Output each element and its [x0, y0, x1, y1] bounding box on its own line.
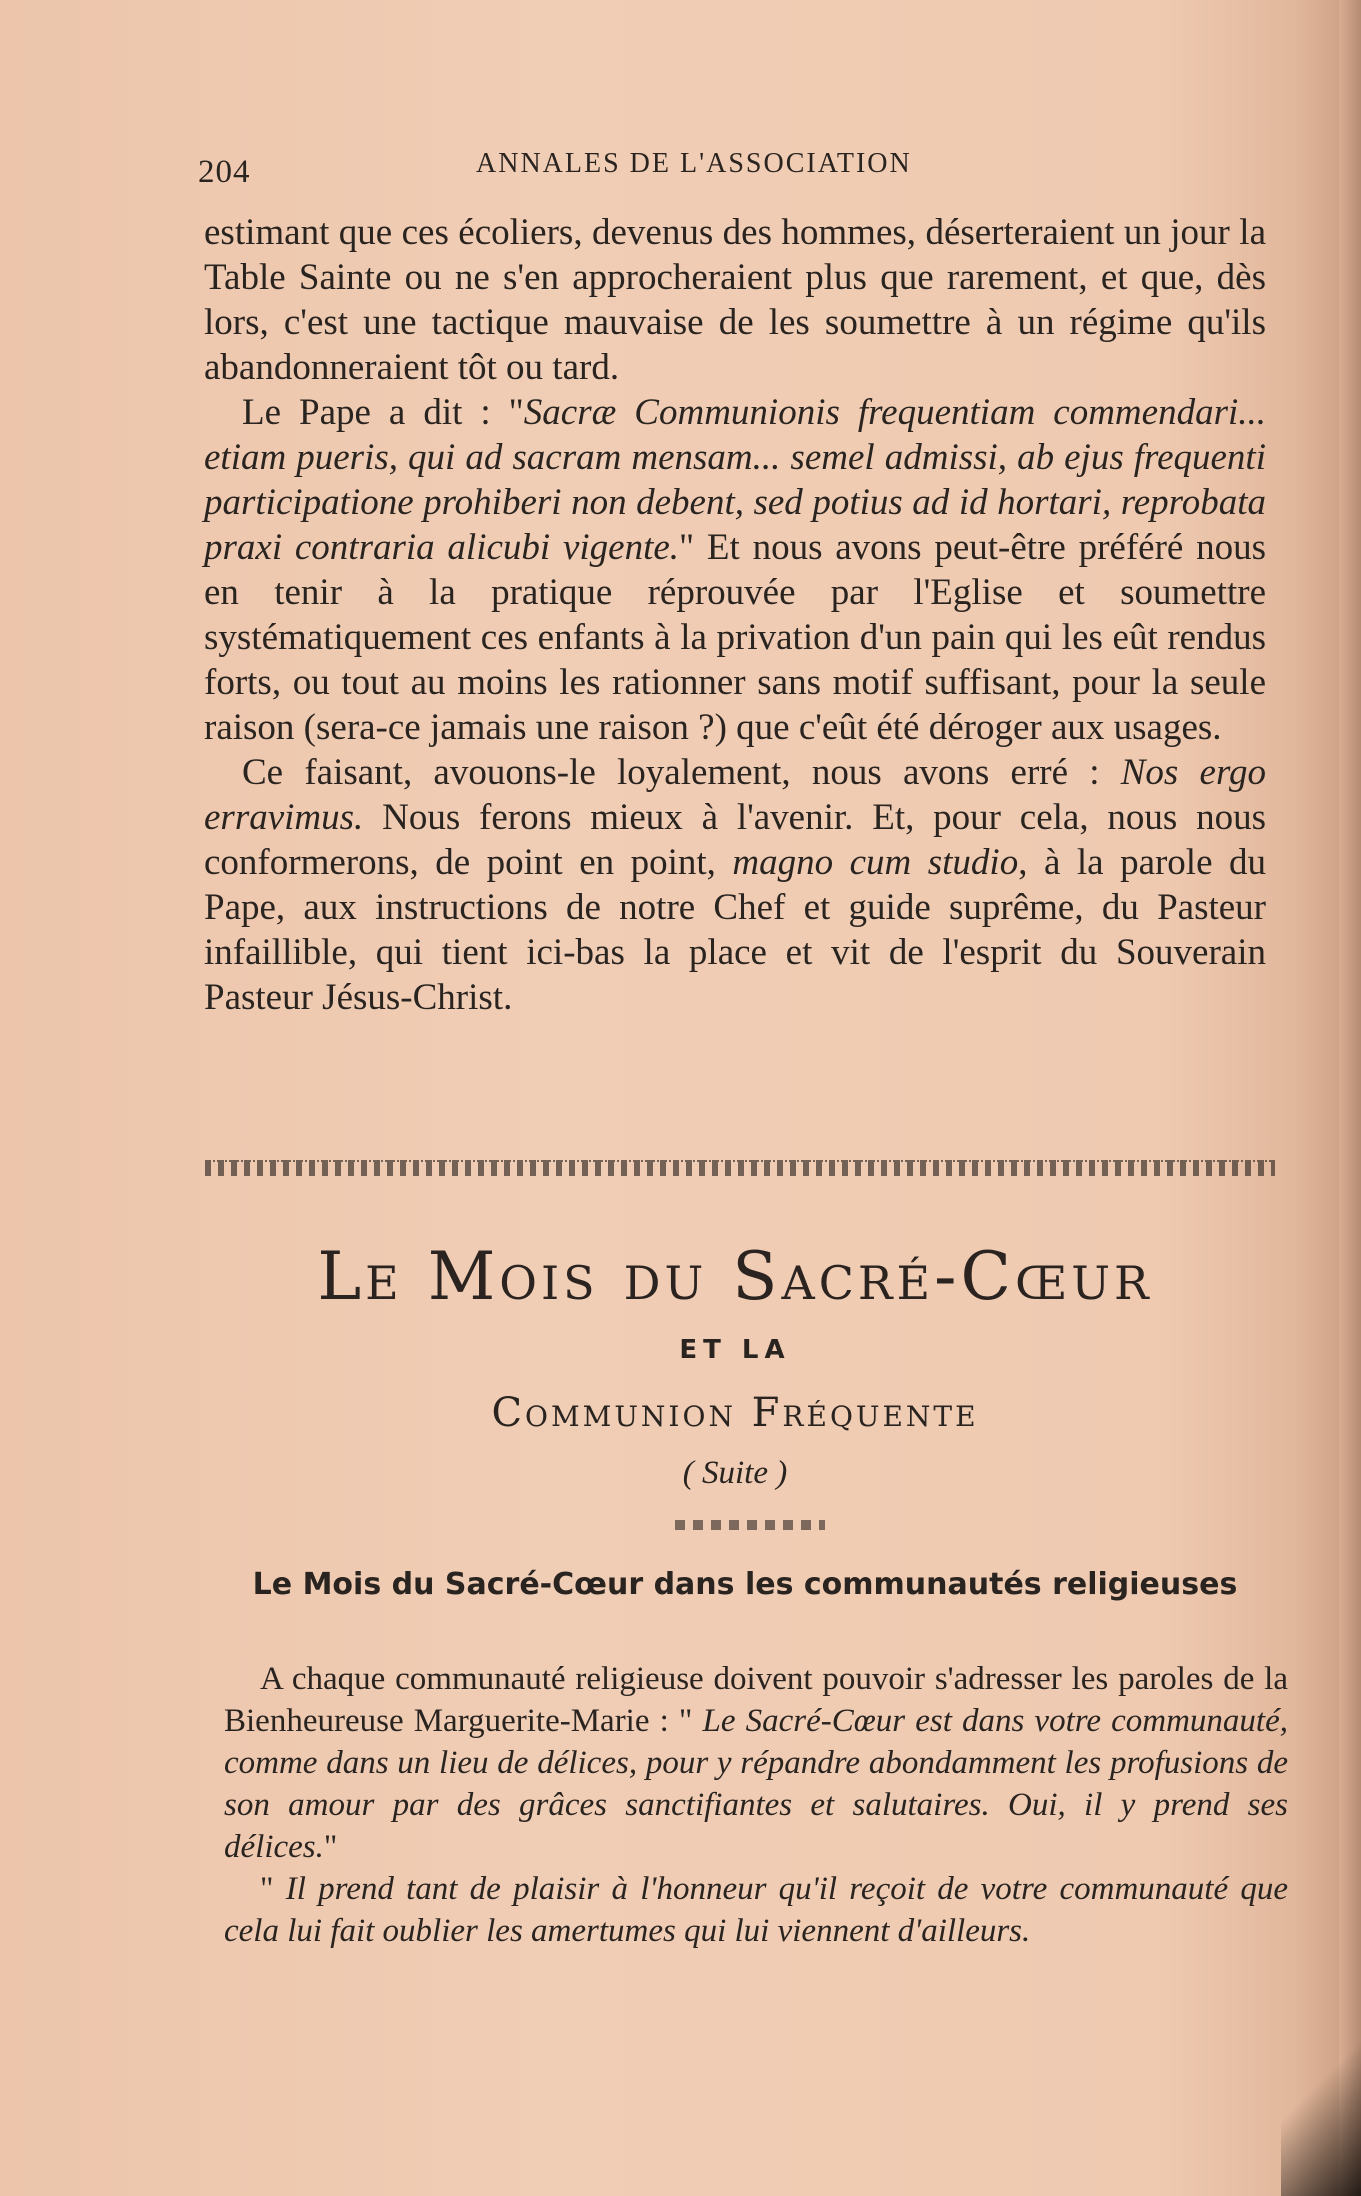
paragraph: [204, 750, 1266, 1020]
quotation: Le Sacré-Cœur est dans votre communauté, comme dans un lieu de délices, pour y répandre abondamment les profusions de son amour par des grâces sanctifiantes et salutaires. Oui, il y prend ses délices.: [224, 1703, 1288, 1865]
quotation: Il prend tant de plaisir à l'honneur qu'il reçoit de votre communauté que cela lui fait oublier les amertumes qui lui viennent d'ailleurs.: [224, 1871, 1288, 1949]
paragraph: [224, 1868, 1288, 1952]
text-segment: ": [323, 1829, 338, 1865]
text-segment: " Et nous avons peut-être préféré nous en tenir à la pratique réprouvée par l'Eglise et soumettre systématiquement ces enfants à la privation d'un pain qui les eût rendus forts, ou tout au moins les rationner sans motif suffisant, pour la seule raison (sera-ce jamais une raison ?) que c'eût été déroger aux usages.: [204, 527, 1266, 748]
paragraph: [224, 1658, 1288, 1868]
body-text-section2: [224, 1658, 1288, 1952]
corner-shadow: [1281, 2016, 1361, 2196]
text-segment: ": [260, 1871, 286, 1907]
latin-phrase: magno cum studio: [732, 842, 1019, 883]
section-subtitle: Communion Fréquente: [491, 1390, 979, 1436]
small-ornament: [675, 1520, 825, 1530]
section-conjunction: ET LA: [679, 1335, 791, 1365]
paragraph: [204, 390, 1266, 750]
section-title: Le Mois du Sacré-Cœur: [317, 1238, 1153, 1315]
subheading: Le Mois du Sacré-Cœur dans les communautés religieuses: [252, 1567, 1238, 1602]
ornamental-divider: [205, 1160, 1275, 1176]
text-segment: estimant que ces écoliers, devenus des hommes, déserteraient un jour la Table Sainte ou ne s'en approcheraient plus que rarement, et que, dès lors, c'est une tactique mauvaise de les soumettre à un régime qu'ils abandonneraient tôt ou tard.: [204, 212, 1266, 388]
running-head: [198, 148, 998, 192]
body-text-section1: [204, 210, 1266, 1020]
paragraph: [204, 210, 1266, 390]
text-segment: , à la parole du Pape, aux instructions de notre Chef et guide suprême, du Pasteur infaillible, qui tient ici-bas la place et vit de l'esprit du Souverain Pasteur Jésus-Christ.: [204, 842, 1266, 1018]
text-segment: Le Pape a dit : ": [242, 392, 524, 433]
latin-phrase: Nos ergo erravimus.: [204, 752, 1266, 838]
running-title: ANNALES DE L'ASSOCIATION: [476, 148, 912, 179]
latin-quotation: Sacræ Communionis frequentiam commendari... etiam pueris, qui ad sacram mensam... semel admissi, ab ejus frequenti participatione prohiberi non debent, sed potius ad id hortari, reprobata praxi contraria alicubi vigente.: [204, 392, 1267, 568]
text-segment: A chaque communauté religieuse doivent pouvoir s'adresser les paroles de la Bienheureuse Marguerite-Marie : ": [224, 1661, 1288, 1739]
page-number: 204: [198, 154, 251, 190]
text-segment: Ce faisant, avouons-le loyalement, nous avons erré :: [242, 752, 1121, 793]
page-edge: [1339, 0, 1361, 2196]
section-suite: ( Suite ): [682, 1455, 788, 1491]
text-segment: Nous ferons mieux à l'avenir. Et, pour cela, nous nous conformerons, de point en point,: [204, 797, 1266, 883]
